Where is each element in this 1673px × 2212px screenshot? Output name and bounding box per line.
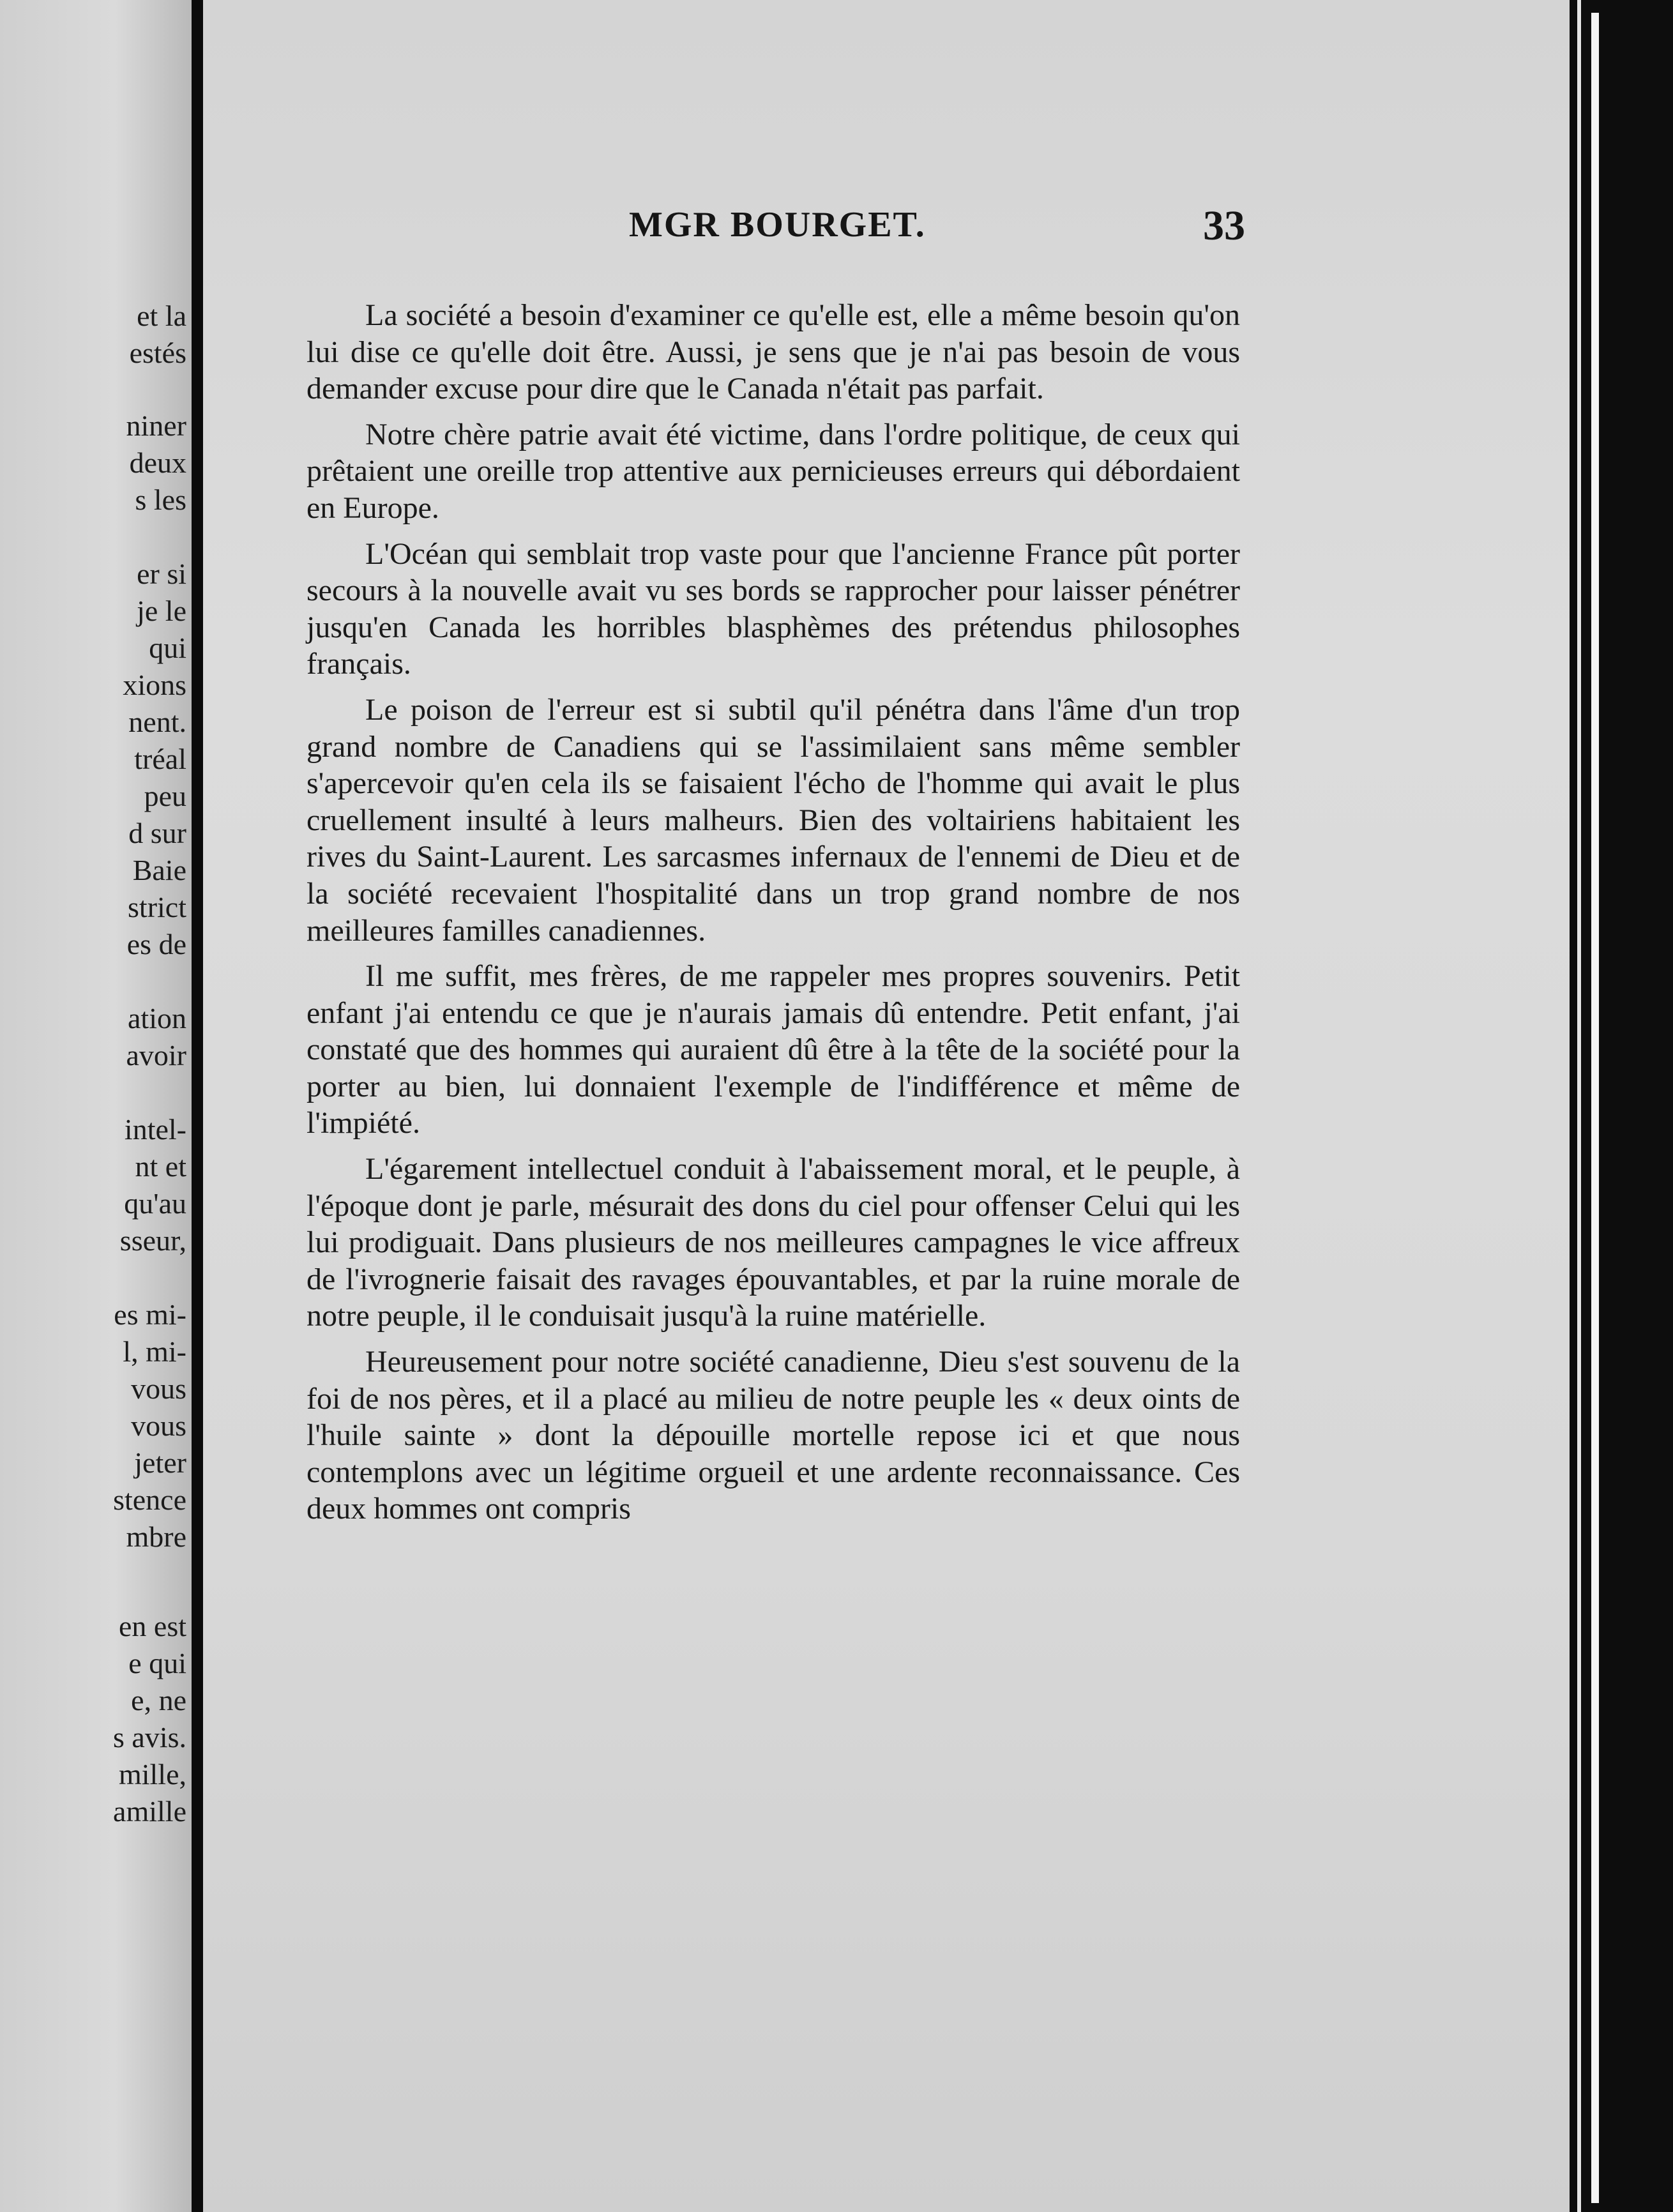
left-fragment: deux — [129, 446, 186, 479]
left-fragment: en est — [118, 1610, 186, 1642]
left-fragment: e, ne — [131, 1684, 186, 1716]
left-fragment: stence — [113, 1483, 186, 1516]
page-number: 33 — [1203, 202, 1245, 249]
left-fragment: es de — [126, 928, 186, 960]
left-fragment: es mi- — [114, 1298, 186, 1331]
left-fragment: peu — [144, 780, 186, 812]
paragraph: Le poison de l'erreur est si subtil qu'il pénétra dans l'âme d'un trop grand nombre de Canadiens qui se l'assimilaient sans même sembler s'apercevoir qu'en cela ils se faisaient l'écho de l'homme qui avait le plus cruellement insulté à leurs malheurs. Bien des voltairiens habitaient les rives du Saint-Laurent. Les sarcasmes infernaux de l'ennemi de Dieu et de la société recevaient l'hospitalité dans un trop grand nombre de nos meilleures familles canadiennes. — [307, 692, 1240, 948]
left-fragment: mbre — [126, 1520, 186, 1553]
page-edge-line — [1591, 13, 1599, 2203]
left-fragment: qu'au — [124, 1187, 186, 1220]
running-head — [307, 204, 1245, 255]
paragraph: Notre chère patrie avait été victime, dans l'ordre politique, de ceux qui prêtaient une oreille trop attentive aux pernicieuses erreurs qui débordaient en Europe. — [307, 417, 1240, 525]
paragraph: L'égarement intellectuel conduit à l'abaissement moral, et le peuple, à l'époque dont je parle, mésurait des dons du ciel pour offenser Celui qui les lui prodiguait. Dans plusieurs de nos meilleures campagnes le vice affreux de l'ivrognerie faisait des ravages épouvantables, et par la ruine morale de notre peuple, il le conduisait jusqu'à la ruine matérielle. — [307, 1152, 1240, 1333]
left-fragment: amille — [113, 1795, 186, 1828]
paragraph: La société a besoin d'examiner ce qu'elle est, elle a même besoin qu'on lui dise ce qu'elle doit être. Aussi, je sens que je n'ai pas besoin de vous demander excuse pour dire que le Canada n'était pas parfait. — [307, 298, 1240, 406]
left-fragment: sseur, — [119, 1224, 186, 1257]
left-fragment: ation — [128, 1002, 186, 1034]
left-fragment: tréal — [134, 743, 186, 775]
left-fragment: et la — [137, 299, 186, 332]
running-title: MGR BOURGET. — [629, 205, 926, 245]
paragraph: Il me suffit, mes frères, de me rappeler mes propres souvenirs. Petit enfant j'ai entendu ce que je n'aurais jamais dû entendre. Petit enfant, j'ai constaté que des hommes qui auraient dû être à la tête de la société pour la porter au bien, lui donnaient l'exemple de l'indifférence et même de l'impiété. — [307, 959, 1240, 1140]
left-fragment: intel- — [124, 1113, 186, 1146]
paragraph: Heureusement pour notre société canadienne, Dieu s'est souvenu de la foi de nos pères, et il a placé au milieu de notre peuple les « deux oints de l'huile sainte » dont la dépouille mortelle repose ici et que nous contemplons avec un légitime orgueil et une ardente reconnaissance. Ces deux hommes ont compris — [307, 1345, 1240, 1526]
left-fragment: vous — [131, 1372, 186, 1405]
left-fragment: s les — [135, 483, 186, 516]
left-fragment: Baie — [132, 854, 186, 886]
left-fragment: strict — [128, 891, 186, 923]
left-fragment: vous — [131, 1409, 186, 1442]
left-fragment: mille, — [118, 1758, 186, 1791]
left-fragment: avoir — [126, 1039, 186, 1072]
left-fragment: je le — [137, 595, 186, 627]
paragraph: L'Océan qui semblait trop vaste pour que l'ancienne France pût porter secours à la nouvelle avait vu ses bords se rapprocher pour laisser pénétrer jusqu'en Canada les horribles blasphèmes des prétendus philosophes français. — [307, 536, 1240, 681]
previous-page-edge — [0, 0, 192, 2212]
page-edge-shadow — [1570, 0, 1673, 2212]
left-fragment: er si — [137, 557, 186, 590]
left-fragment: e qui — [128, 1647, 186, 1679]
left-fragment: jeter — [134, 1446, 186, 1479]
left-fragment: s avis. — [113, 1721, 186, 1754]
book-gutter — [192, 0, 203, 2212]
left-fragment: xions — [123, 669, 186, 701]
left-fragment: nt et — [135, 1150, 186, 1183]
left-fragment: estés — [129, 337, 186, 369]
left-fragment: niner — [126, 409, 186, 442]
left-fragment: nent. — [128, 706, 186, 738]
left-fragment: l, mi- — [123, 1335, 186, 1368]
left-fragment: d sur — [128, 817, 186, 849]
body-text — [307, 297, 1240, 1536]
page-edge-line — [1577, 0, 1581, 2212]
left-fragment: qui — [149, 632, 186, 664]
